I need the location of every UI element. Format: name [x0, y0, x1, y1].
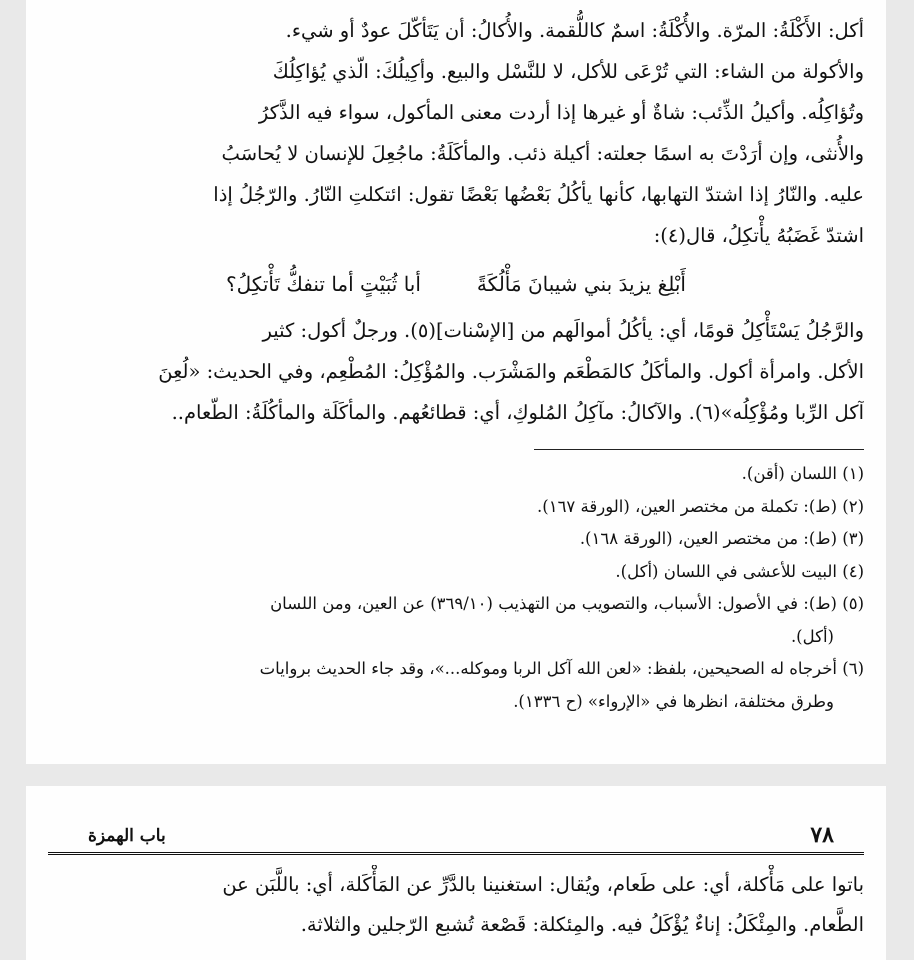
text-line: الطَّعام. والمِئْكَلُ: إناءٌ يُؤْكَلُ فيه. والمِئكلة: قَصْعة تُشبع الرّجلين والثلاثة.	[300, 913, 864, 936]
page-number: ٧٨	[810, 822, 834, 848]
poetry-verse	[48, 262, 864, 306]
text-line: والأكولة من الشاء: التي تُرْعَى للأكل، لا للنَّسْل والبيع. وأكِيلُكَ: الّذي يُؤاكِلُكَ	[272, 60, 864, 83]
footnote: (٦) أخرجاه له الصحيحين، بلفظ: «لعن الله آكل الربا وموكله...»، وقد جاء الحديث بروايات	[259, 659, 864, 678]
verse-first-hemistich: أَبْلِغ يزيدَ بني شيبانَ مَأْلُكَةً	[476, 272, 686, 296]
text-line: أكل: الأَكْلَةُ: المرّة. والأُكْلَةُ: اسمٌ كاللُّقمة. والأُكالُ: أن يَتَأكّلَ عودٌ أو شيء.	[285, 19, 864, 42]
text-line: وتُؤاكِلُه. وأكيلُ الذِّئب: شاةٌ أو غيرها إذا أردت معنى المأكول، سواء فيه الذَّكرُ	[258, 101, 864, 124]
entry-paragraph	[48, 10, 864, 256]
text-line: والأُنثى، وإن أرَدْتَ به اسمًا جعلته: أكيلة ذئب. والمأكَلَةُ: ماجُعِلَ للإنسان لا يُحاسَبُ	[221, 142, 864, 165]
text-line: الأكل. وامرأة أكول. والمأكَلُ كالمَطْعَم والمَشْرَب. والمُؤْكِلُ: المُطْعِم، وفي الحديث: «لُعِنَ	[158, 360, 864, 383]
text-line: باتوا على مَأْكلة، أي: على طَعام، ويُقال: استغنينا بالدَّرِّ عن المَأْكَلة، أي: باللَّبَن عن	[222, 873, 864, 896]
book-page-bottom	[26, 786, 886, 960]
chapter-title: باب الهمزة	[88, 826, 166, 846]
text-line: اشتدّ غَضَبُهُ يأْتكِلُ، قال(٤):	[653, 224, 864, 247]
footnote: (٤) البيت للأعشى في اللسان (أكل).	[615, 561, 864, 581]
footnote: (٥) (ط): في الأصول: الأسباب، والتصويب من التهذيب (٣٦٩/١٠) عن العين، ومن اللسان	[270, 594, 864, 613]
page-text	[48, 865, 864, 945]
footnote: (٣) (ط): من مختصر العين، (الورقة ١٦٨).	[579, 529, 864, 548]
text-line: آكل الرِّبا ومُؤْكِلُه»(٦). والآكالُ: مآكِلُ المُلوكِ، أي: قطائعُهم. والمأكَلَة والمأكُلَةُ: الطّعام..	[171, 401, 864, 424]
book-page-top	[26, 0, 886, 764]
footnote: (٢) (ط): تكملة من مختصر العين، (الورقة ١٦٧).	[537, 496, 864, 516]
footnote: (١) اللسان (أقن).	[741, 464, 864, 483]
continuation-paragraph	[48, 310, 864, 433]
text-line: عليه. والنّارُ إذا اشتدّ التهابها، كأنها يأكُلُ بَعْضُها بَعْضًا تقول: ائتكلتِ النّارُ. والرّجُلُ إذا	[213, 183, 864, 206]
verse-second-hemistich: أبا ثُبَيْتٍ أما تنفكُّ تَأْتكِلُ؟	[226, 272, 421, 296]
footnotes	[48, 458, 864, 718]
footnote-divider	[534, 449, 864, 450]
footnote-continuation: وطرق مختلفة، انظرها في «الإرواء» (ح ١٣٣٦).	[513, 691, 834, 711]
page-header	[48, 786, 864, 855]
text-line: والرَّجُلُ يَسْتَأْكِلُ قومًا، أي: يأكُلُ أموالَهم من [الإسْنات](٥). ورجلٌ أكول: كثير	[262, 319, 864, 342]
footnote-continuation: (أكل).	[790, 626, 834, 646]
